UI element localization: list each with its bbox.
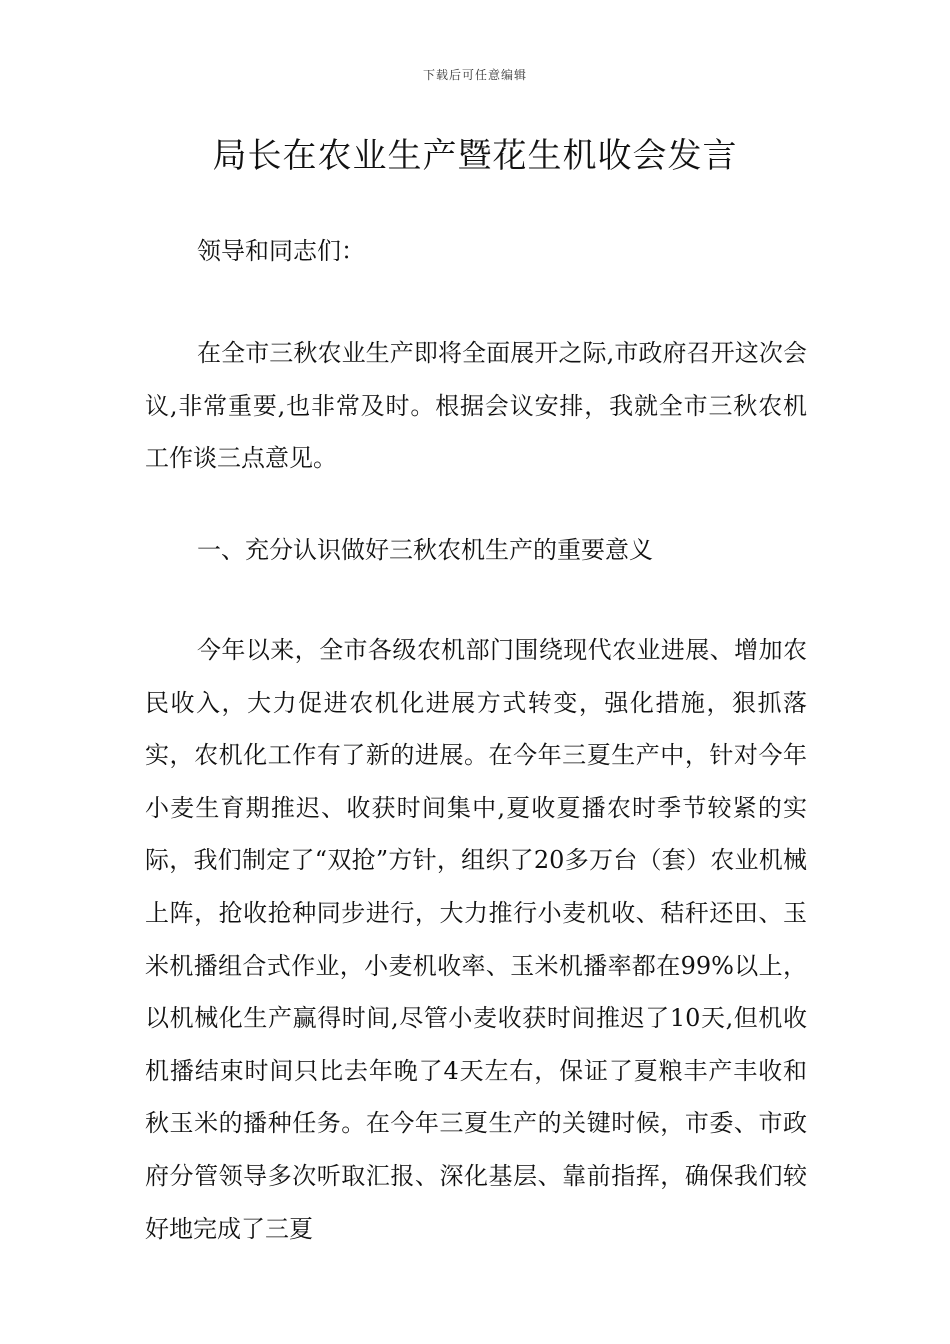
paragraph-body: 今年以来，全市各级农机部门围绕现代农业进展、增加农民收入，大力促进农机化进展方式转变，强化措施，狠抓落实，农机化工作有了新的进展。在今年三夏生产中，针对今年小麦生育期推迟、收获时间集中,夏收夏播农时季节较紧的实际，我们制定了“双抢”方针，组织了20多万台（套）农业机械上阵，抢收抢种同步进行，大力推行小麦机收、秸秆还田、玉米机播组合式作业，小麦机收率、玉米机播率都在99%以上，以机械化生产赢得时间,尽管小麦收获时间推迟了10天,但机收机播结束时间只比去年晚了4天左右，保证了夏粮丰产丰收和秋玉米的播种任务。在今年三夏生产的关键时候，市委、市政府分管领导多次听取汇报、深化基层、靠前指挥，确保我们较好地完成了三夏 bbox=[145, 636, 807, 1243]
salutation: 领导和同志们： bbox=[197, 237, 365, 265]
paragraph-intro: 在全市三秋农业生产即将全面展开之际,市政府召开这次会议,非常重要,也非常及时。根据会议安排，我就全市三秋农机工作谈三点意见。 bbox=[145, 339, 807, 473]
document-title: 局长在农业生产暨花生机收会发言 bbox=[212, 136, 738, 176]
section-heading-1: 一、充分认识做好三秋农机生产的重要意义 bbox=[197, 536, 653, 564]
header-note: 下载后可任意编辑 bbox=[422, 68, 527, 82]
